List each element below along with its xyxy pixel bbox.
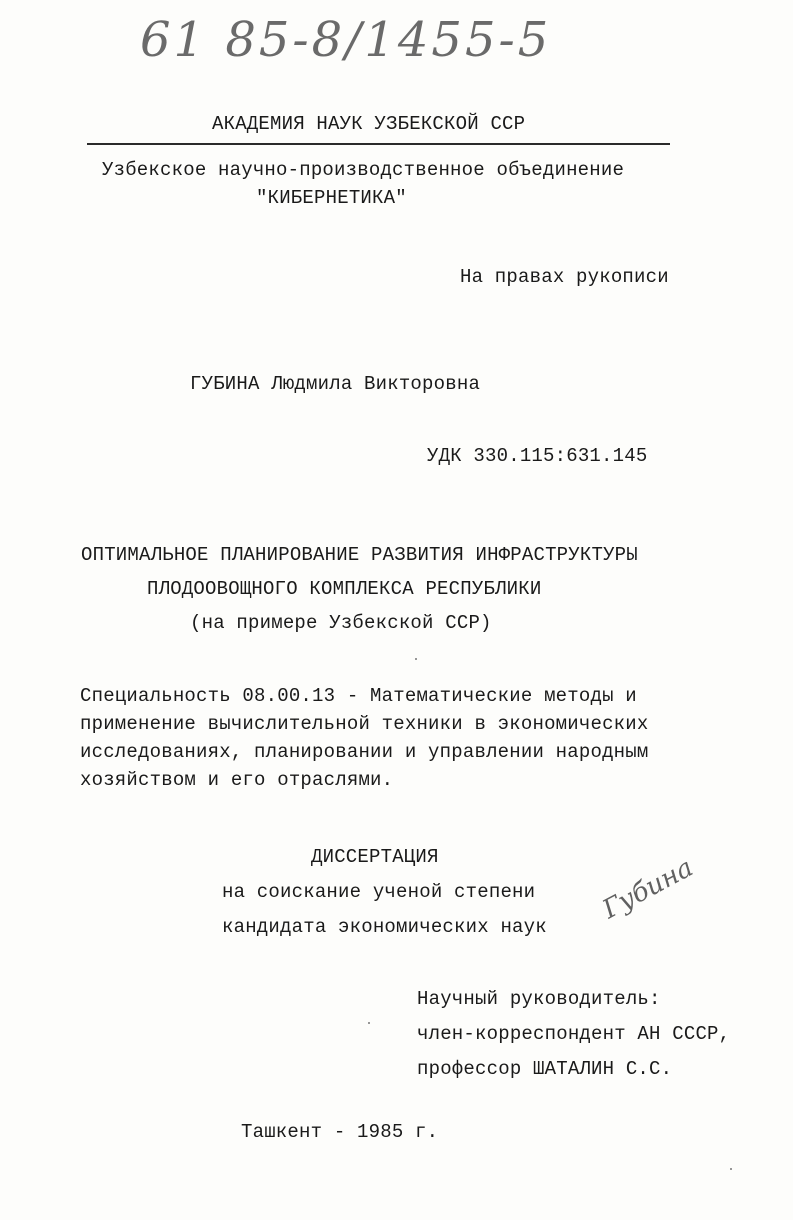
scan-speck [415,658,417,660]
dissertation-label: ДИССЕРТАЦИЯ [311,846,439,868]
dissertation-line-2: кандидата экономических наук [222,916,547,938]
header-divider [87,143,670,145]
supervisor-line-3: профессор ШАТАЛИН С.С. [417,1058,673,1080]
handwritten-signature: Губина [597,852,699,925]
title-line-2: ПЛОДООВОЩНОГО КОМПЛЕКСА РЕСПУБЛИКИ [147,578,542,600]
specialty-line-4: хозяйством и его отраслями. [80,769,394,791]
specialty-line-3: исследованиях, планировании и управлении народным [80,741,649,763]
specialty-line-2: применение вычислительной техники в экономических [80,713,649,735]
scan-speck [730,1168,732,1170]
scan-speck [368,1022,370,1024]
academy-heading: АКАДЕМИЯ НАУК УЗБЕКСКОЙ ССР [212,113,526,135]
organization-line-2: "КИБЕРНЕТИКА" [256,187,407,209]
supervisor-line-1: Научный руководитель: [417,988,661,1010]
author-name: ГУБИНА Людмила Викторовна [190,373,481,395]
udc-code: УДК 330.115:631.145 [427,445,648,467]
supervisor-line-2: член-корреспондент АН СССР, [417,1023,731,1045]
archive-number: 61 85-8/1455-5 [140,12,552,68]
organization-line-1: Узбекское научно-производственное объединение [102,159,625,181]
rights-note: На правах рукописи [460,266,669,288]
title-line-3: (на примере Узбекской ССР) [190,612,492,634]
dissertation-line-1: на соискание ученой степени [222,881,536,903]
title-line-1: ОПТИМАЛЬНОЕ ПЛАНИРОВАНИЕ РАЗВИТИЯ ИНФРАСТРУКТУРЫ [81,544,638,566]
specialty-line-1: Специальность 08.00.13 - Математические методы и [80,685,637,707]
city-year: Ташкент - 1985 г. [241,1121,439,1143]
